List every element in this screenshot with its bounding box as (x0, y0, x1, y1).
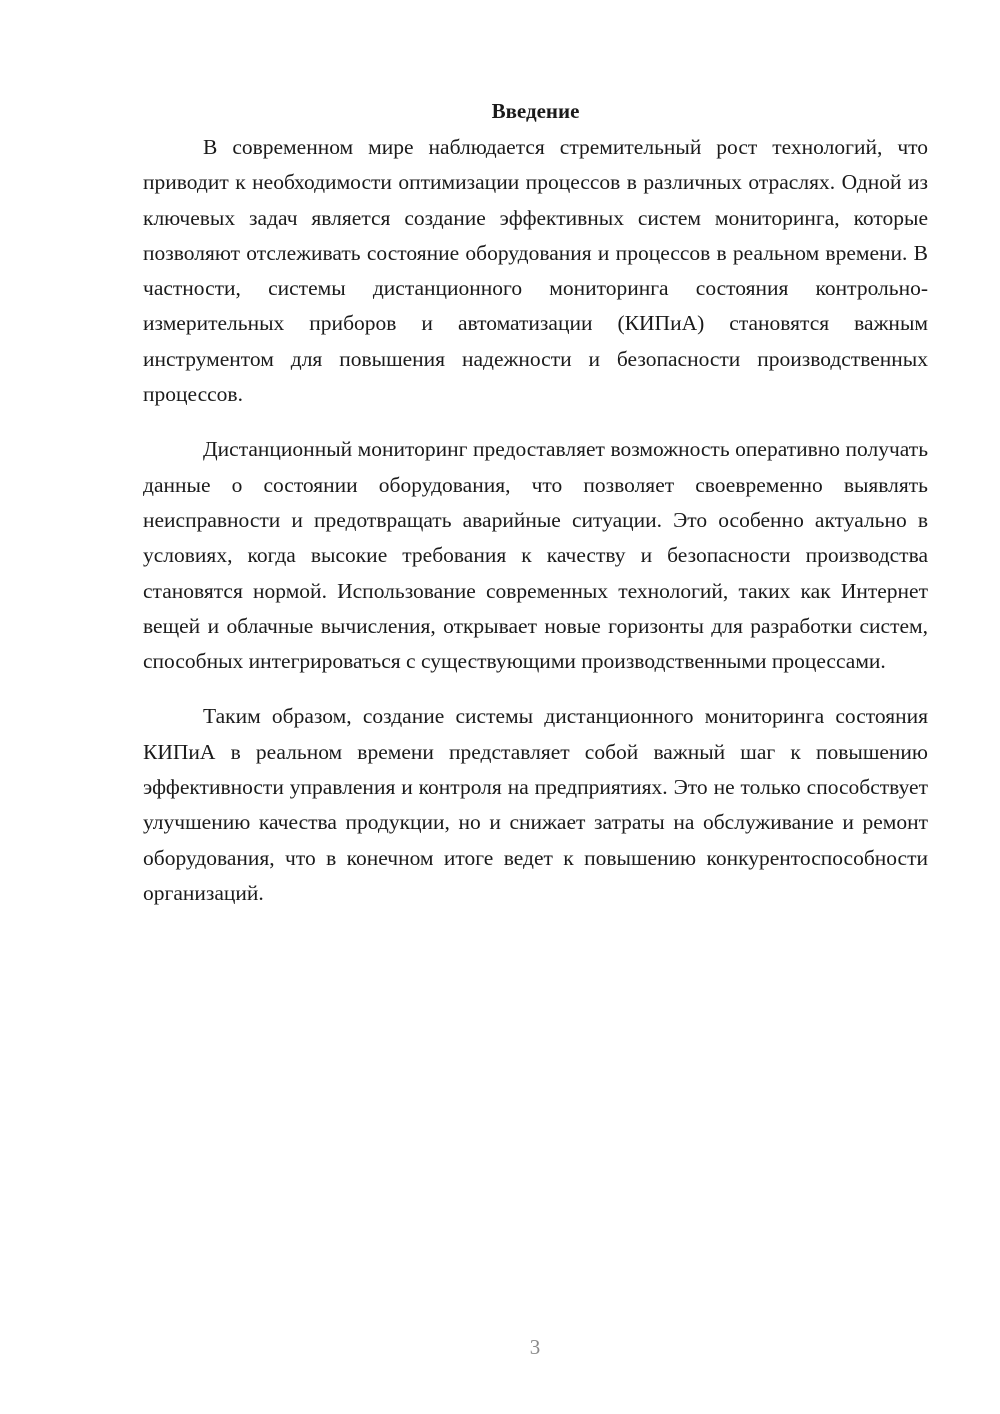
page-content (143, 96, 928, 911)
paragraph-3: Таким образом, создание системы дистанционного мониторинга состояния КИПиА в реальном времени представляет собой важный шаг к повышению эффективности управления и контроля на предприятиях. Это не только способствует улучшению качества продукции, но и снижает затраты на обслуживание и ремонт оборудования, что в конечном итоге ведет к повышению конкурентоспособности организаций. (143, 704, 928, 905)
paragraph-1: В современном мире наблюдается стремительный рост технологий, что приводит к необходимости оптимизации процессов в различных отраслях. Одной из ключевых задач является создание эффективных систем мониторинга, которые позволяют отслеживать состояние оборудования и процессов в реальном времени. В частности, системы дистанционного мониторинга состояния контрольно-измерительных приборов и автоматизации (КИПиА) становятся важным инструментом для повышения надежности и безопасности производственных процессов. (143, 135, 928, 407)
paragraph-2: Дистанционный мониторинг предоставляет возможность оперативно получать данные о состоянии оборудования, что позволяет своевременно выявлять неисправности и предотвращать аварийные ситуации. Это особенно актуально в условиях, когда высокие требования к качеству и безопасности производства становятся нормой. Использование современных технологий, таких как Интернет вещей и облачные вычисления, открывает новые горизонты для разработки систем, способных интегрироваться с существующими производственными процессами. (143, 437, 928, 674)
section-heading: Введение (491, 99, 580, 123)
page-number: 3 (529, 1335, 541, 1359)
